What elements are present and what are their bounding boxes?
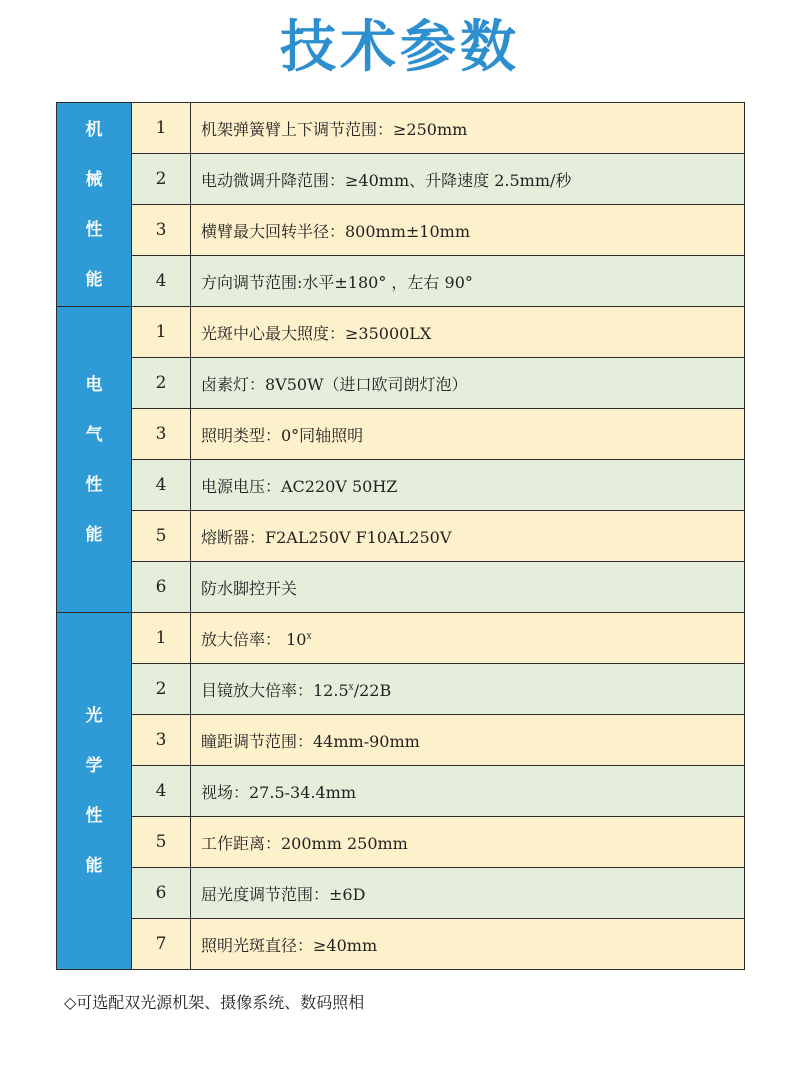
row-number: 4 [132, 256, 191, 307]
row-number: 2 [132, 358, 191, 409]
spec-text-main: 电动微调升降范围：≥40mm、升降速度 2.5mm/秒 [201, 170, 572, 190]
row-number: 4 [132, 766, 191, 817]
spec-text [191, 103, 745, 154]
footnote: ◇可选配双光源机架、摄像系统、数码照相 [64, 993, 365, 1012]
spec-text-main: 防水脚控开关 [201, 578, 298, 598]
table-row [57, 154, 745, 205]
row-number: 4 [132, 460, 191, 511]
category-char: 能 [85, 856, 103, 876]
row-number: 1 [132, 307, 191, 358]
category-char: 光 [85, 706, 103, 726]
table-row [57, 358, 745, 409]
spec-text-main: 工作距离：200mm 250mm [201, 833, 408, 853]
spec-text [191, 511, 745, 562]
category-char: 机 [85, 119, 103, 140]
row-number: 3 [132, 205, 191, 256]
spec-text [191, 766, 745, 817]
spec-text-main: 机架弹簧臂上下调节范围：≥250mm [201, 119, 468, 139]
row-number: 3 [132, 409, 191, 460]
spec-text [191, 256, 745, 307]
category-char: 能 [85, 524, 103, 545]
category-cell [57, 307, 132, 613]
category-char: 械 [85, 169, 103, 190]
spec-text-main: 目镜放大倍率：12.5 [201, 680, 349, 700]
row-number: 1 [132, 613, 191, 664]
row-number: 2 [132, 154, 191, 205]
row-number: 6 [132, 868, 191, 919]
row-number: 2 [132, 664, 191, 715]
table-row [57, 868, 745, 919]
category-cell [57, 613, 132, 970]
table-row [57, 460, 745, 511]
spec-text-superscript: x [306, 631, 312, 642]
category-char: 能 [85, 269, 103, 290]
spec-text-main: 屈光度调节范围：±6D [201, 884, 366, 904]
spec-text [191, 868, 745, 919]
spec-text-main: 熔断器：F2AL250V F10AL250V [201, 527, 452, 547]
category-char: 性 [85, 219, 103, 240]
category-cell [57, 103, 132, 307]
spec-text-main: 电源电压：AC220V 50HZ [201, 476, 398, 496]
table-row [57, 766, 745, 817]
spec-text [191, 409, 745, 460]
category-char: 性 [85, 806, 103, 826]
spec-text-main: 光斑中心最大照度：≥35000LX [201, 323, 432, 343]
spec-text [191, 307, 745, 358]
spec-text [191, 664, 745, 715]
row-number: 7 [132, 919, 191, 970]
row-number: 5 [132, 511, 191, 562]
row-number: 5 [132, 817, 191, 868]
spec-text [191, 358, 745, 409]
table-row [57, 562, 745, 613]
spec-text-main: 横臂最大回转半径：800mm±10mm [201, 221, 470, 241]
spec-text-main: 照明光斑直径：≥40mm [201, 935, 378, 955]
page-title: 技术参数 [280, 15, 520, 80]
category-char: 气 [85, 424, 103, 445]
spec-table [56, 102, 745, 970]
spec-text [191, 919, 745, 970]
spec-text [191, 613, 745, 664]
table-row [57, 205, 745, 256]
spec-text [191, 205, 745, 256]
spec-text [191, 562, 745, 613]
spec-text [191, 817, 745, 868]
spec-text-suffix: /22B [353, 680, 392, 700]
table-row [57, 919, 745, 970]
spec-text-superscript: x [348, 682, 354, 693]
category-char: 电 [85, 374, 103, 395]
row-number: 6 [132, 562, 191, 613]
table-row [57, 256, 745, 307]
spec-text-main: 卤素灯：8V50W（进口欧司朗灯泡） [201, 374, 468, 394]
category-char: 学 [85, 756, 103, 776]
spec-text-main: 瞳距调节范围：44mm-90mm [201, 731, 420, 751]
table-row [57, 511, 745, 562]
spec-text-main: 方向调节范围:水平±180° ，左右 90° [201, 272, 473, 292]
table-row [57, 307, 745, 358]
spec-text [191, 460, 745, 511]
row-number: 1 [132, 103, 191, 154]
table-row [57, 715, 745, 766]
spec-text-main: 照明类型：0°同轴照明 [201, 425, 364, 445]
table-row [57, 613, 745, 664]
row-number: 3 [132, 715, 191, 766]
spec-text [191, 154, 745, 205]
spec-text [191, 715, 745, 766]
table-row [57, 103, 745, 154]
table-row [57, 817, 745, 868]
table-row [57, 664, 745, 715]
table-row [57, 409, 745, 460]
spec-text-main: 视场：27.5-34.4mm [201, 782, 357, 802]
spec-text-main: 放大倍率： 10 [201, 629, 307, 649]
category-char: 性 [85, 474, 103, 495]
